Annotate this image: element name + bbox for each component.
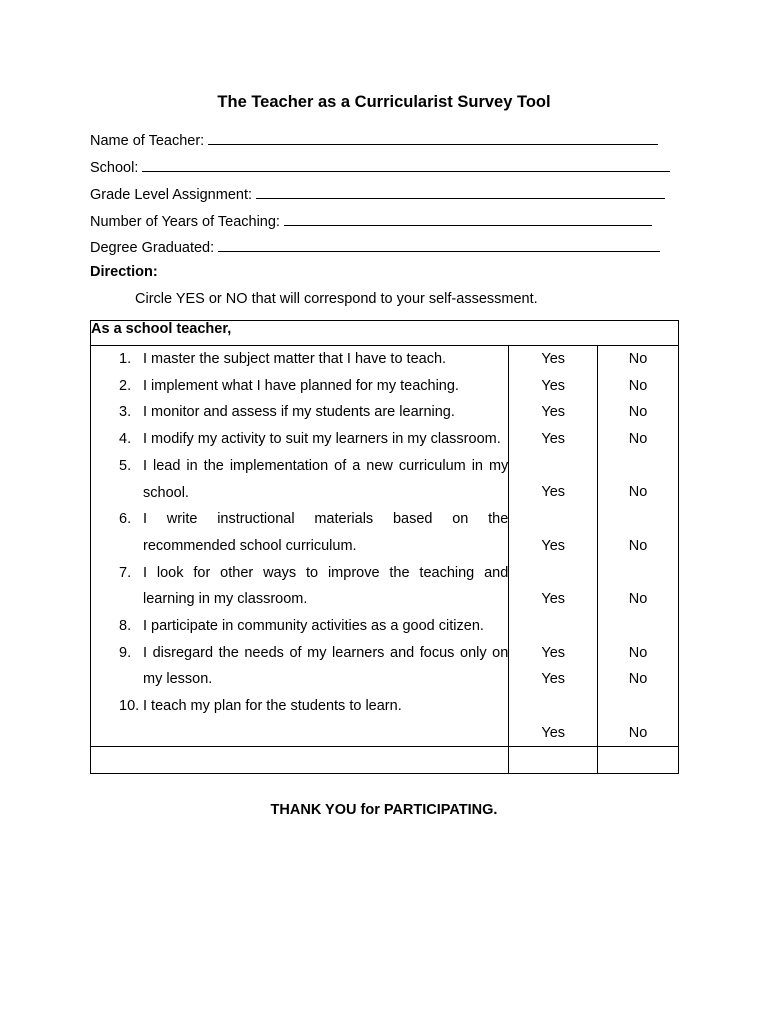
yes-option[interactable]: Yes bbox=[541, 671, 566, 688]
no-option[interactable]: No bbox=[628, 591, 648, 608]
yes-option[interactable]: Yes bbox=[541, 644, 566, 661]
school-field[interactable] bbox=[90, 157, 670, 177]
blank-cell bbox=[91, 747, 509, 774]
field-label: School: bbox=[90, 160, 139, 176]
item-text: I disregard the needs of my learners and focus only on my lesson. bbox=[143, 644, 509, 688]
no-option[interactable]: No bbox=[628, 644, 648, 661]
fill-line[interactable] bbox=[284, 211, 652, 226]
survey-item bbox=[91, 693, 508, 720]
item-number: 1. bbox=[119, 351, 132, 367]
fill-line[interactable] bbox=[142, 157, 670, 172]
item-number: 7. bbox=[119, 564, 132, 581]
item-text: I write instructional materials based on the recommended school curriculum. bbox=[143, 511, 509, 554]
field-label: Grade Level Assignment: bbox=[90, 187, 253, 203]
yes-option[interactable]: Yes bbox=[541, 484, 566, 501]
survey-item bbox=[91, 613, 508, 640]
blank-cell bbox=[598, 747, 679, 774]
survey-title: The Teacher as a Curricularist Survey Tool bbox=[217, 93, 551, 111]
survey-item bbox=[91, 373, 508, 400]
no-option[interactable]: No bbox=[628, 671, 648, 688]
item-text: I participate in community activities as a good citizen. bbox=[143, 618, 484, 635]
yes-option[interactable]: Yes bbox=[541, 404, 566, 421]
blank-cell bbox=[509, 747, 598, 774]
yes-option[interactable]: Yes bbox=[541, 537, 566, 554]
item-text: I monitor and assess if my students are learning. bbox=[143, 404, 455, 421]
survey-item bbox=[91, 506, 508, 559]
instruction-text: Circle YES or NO that will correspond to your self-assessment. bbox=[135, 291, 538, 307]
survey-item bbox=[91, 640, 508, 693]
item-number: 9. bbox=[119, 644, 132, 661]
yes-option[interactable]: Yes bbox=[541, 431, 566, 448]
table-header: As a school teacher, bbox=[91, 321, 679, 346]
item-text: I look for other ways to improve the teaching and learning in my classroom. bbox=[143, 564, 509, 608]
survey-item bbox=[91, 560, 508, 613]
yes-option[interactable]: Yes bbox=[541, 724, 566, 741]
no-option[interactable]: No bbox=[628, 404, 648, 421]
no-option[interactable]: No bbox=[628, 431, 648, 448]
years-of-teaching-field[interactable] bbox=[90, 211, 652, 231]
item-text: I teach my plan for the students to learn. bbox=[143, 698, 402, 715]
field-label: Name of Teacher: bbox=[90, 133, 205, 149]
survey-item bbox=[91, 453, 508, 506]
no-column bbox=[598, 346, 679, 747]
item-number: 4. bbox=[119, 431, 132, 448]
fill-line[interactable] bbox=[218, 237, 660, 252]
thank-you-note: THANK YOU for PARTICIPATING. bbox=[270, 802, 498, 818]
item-text: I modify my activity to suit my learners in my classroom. bbox=[143, 431, 501, 448]
item-number: 3. bbox=[119, 404, 132, 421]
fill-line[interactable] bbox=[208, 130, 658, 145]
item-number: 10. bbox=[119, 698, 140, 715]
item-text: I lead in the implementation of a new curriculum in my school. bbox=[143, 457, 509, 501]
fill-line[interactable] bbox=[256, 184, 665, 199]
no-option[interactable]: No bbox=[628, 537, 648, 554]
items-column bbox=[91, 346, 509, 747]
degree-graduated-field[interactable] bbox=[90, 237, 660, 257]
yes-option[interactable]: Yes bbox=[541, 351, 566, 367]
no-option[interactable]: No bbox=[628, 724, 648, 741]
no-option[interactable]: No bbox=[628, 377, 648, 394]
field-label: Number of Years of Teaching: bbox=[90, 214, 280, 230]
yes-option[interactable]: Yes bbox=[541, 377, 566, 394]
item-number: 2. bbox=[119, 377, 132, 394]
survey-item bbox=[91, 346, 508, 373]
no-option[interactable]: No bbox=[628, 484, 648, 501]
item-text: I implement what I have planned for my teaching. bbox=[143, 377, 459, 394]
item-number: 6. bbox=[119, 511, 132, 528]
no-option[interactable]: No bbox=[628, 351, 648, 367]
yes-option[interactable]: Yes bbox=[541, 591, 566, 608]
grade-level-field[interactable] bbox=[90, 184, 665, 204]
direction-label: Direction: bbox=[90, 264, 158, 280]
survey-item bbox=[91, 426, 508, 453]
item-number: 8. bbox=[119, 618, 132, 635]
field-label: Degree Graduated: bbox=[90, 240, 215, 256]
survey-item bbox=[91, 399, 508, 426]
item-text: I master the subject matter that I have to teach. bbox=[143, 351, 447, 367]
item-number: 5. bbox=[119, 457, 132, 474]
yes-column bbox=[509, 346, 598, 747]
name-of-teacher-field[interactable] bbox=[90, 130, 658, 150]
survey-table bbox=[90, 320, 679, 774]
